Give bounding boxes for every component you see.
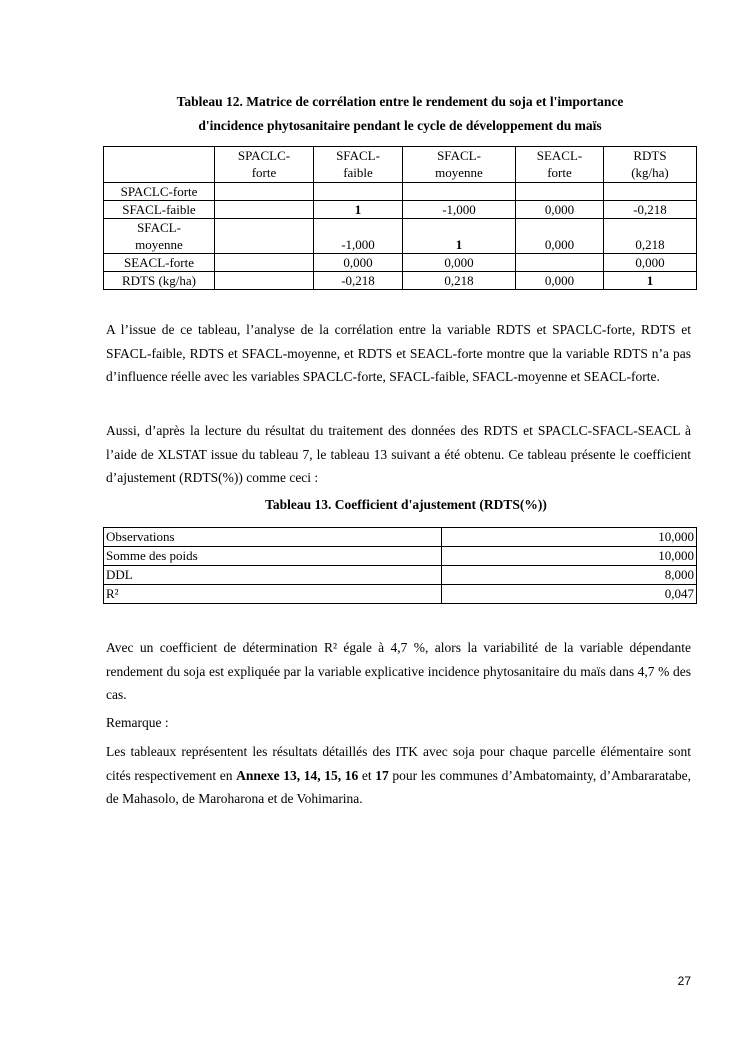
row-label: SPACLC-forte bbox=[104, 183, 215, 201]
table-cell: 0,000 bbox=[516, 201, 604, 219]
header-cell: SEACL- forte bbox=[516, 147, 604, 183]
table12-caption-line2: d'incidence phytosanitaire pendant le cycle de développement du maïs bbox=[198, 118, 602, 133]
table-cell: -1,000 bbox=[314, 219, 403, 254]
header-cell: RDTS (kg/ha) bbox=[604, 147, 697, 183]
table-cell: 0,047 bbox=[442, 585, 697, 604]
fit-coefficient-table bbox=[103, 527, 697, 604]
page-number: 27 bbox=[677, 974, 691, 988]
table-row bbox=[104, 566, 697, 585]
table-row bbox=[104, 272, 697, 290]
paragraph-xlstat-results: Aussi, d’après la lecture du résultat du traitement des données des RDTS et SPACLC-SFACL-SEACL à l’aide de XLSTAT issue du tableau 7, le tableau 13 suivant a été obtenu. Ce tableau présente le coefficient d’ajustement (RDTS(%)) comme ceci : bbox=[106, 423, 691, 485]
table-cell: 8,000 bbox=[442, 566, 697, 585]
table-cell bbox=[403, 183, 516, 201]
paragraph-annex-reference bbox=[106, 740, 691, 811]
table-cell: -0,218 bbox=[604, 201, 697, 219]
table-cell: 0,218 bbox=[403, 272, 516, 290]
correlation-matrix-table bbox=[103, 146, 697, 290]
table-cell bbox=[215, 201, 314, 219]
table-cell bbox=[314, 183, 403, 201]
table-row bbox=[104, 585, 697, 604]
annex-reference: 17 bbox=[375, 767, 389, 783]
table-cell bbox=[604, 183, 697, 201]
table-row bbox=[104, 183, 697, 201]
row-label: RDTS (kg/ha) bbox=[104, 272, 215, 290]
table-row bbox=[104, 254, 697, 272]
paragraph-remark-heading: Remarque : bbox=[106, 715, 169, 730]
table12-caption bbox=[120, 90, 680, 138]
table-cell: 0,000 bbox=[604, 254, 697, 272]
table-cell: 0,000 bbox=[516, 272, 604, 290]
table-row bbox=[104, 528, 697, 547]
table-cell: 1 bbox=[604, 272, 697, 290]
table-cell: 0,000 bbox=[314, 254, 403, 272]
table12-caption-line1: Tableau 12. Matrice de corrélation entre le rendement du soja et l'importance bbox=[176, 94, 624, 109]
table-header-row bbox=[104, 147, 697, 183]
table-row bbox=[104, 547, 697, 566]
table-cell: 0,000 bbox=[516, 219, 604, 254]
row-label: Observations bbox=[104, 528, 442, 547]
table13-caption: Tableau 13. Coefficient d'ajustement (RDTS(%)) bbox=[265, 497, 547, 512]
table-cell bbox=[215, 254, 314, 272]
annex-reference: Annexe 13, 14, 15, 16 bbox=[236, 767, 359, 783]
table-cell: -1,000 bbox=[403, 201, 516, 219]
text-span: et bbox=[358, 767, 376, 783]
header-cell: SFACL- faible bbox=[314, 147, 403, 183]
header-cell: SPACLC- forte bbox=[215, 147, 314, 183]
row-label: SFACL-faible bbox=[104, 201, 215, 219]
row-label: SFACL- moyenne bbox=[104, 219, 215, 254]
table-row bbox=[104, 201, 697, 219]
header-cell: SFACL- moyenne bbox=[403, 147, 516, 183]
table-cell: 10,000 bbox=[442, 547, 697, 566]
table-cell bbox=[516, 254, 604, 272]
table-cell bbox=[215, 183, 314, 201]
table-cell: 1 bbox=[314, 201, 403, 219]
table-cell: -0,218 bbox=[314, 272, 403, 290]
text-span: Les tableaux représentent les résultats détaillés des ITK avec soja pour chaque parcelle élémentaire sont cités respectivement en bbox=[106, 744, 691, 783]
text-span: pour les communes d’Ambatomainty, d’Ambararatabe, de Mahasolo, de Maroharona et de Vohimarina. bbox=[106, 767, 692, 806]
table-cell: 10,000 bbox=[442, 528, 697, 547]
row-label: Somme des poids bbox=[104, 547, 442, 566]
table-cell: 0,000 bbox=[403, 254, 516, 272]
row-label: R² bbox=[104, 585, 442, 604]
table-cell bbox=[215, 219, 314, 254]
paragraph-determination-coefficient: Avec un coefficient de détermination R² égale à 4,7 %, alors la variabilité de la variable dépendante rendement du soja est expliquée par la variable explicative incidence phytosanitaire du maïs dans 4,7 % des cas. bbox=[106, 640, 691, 702]
row-label: SEACL-forte bbox=[104, 254, 215, 272]
table-cell: 0,218 bbox=[604, 219, 697, 254]
table-cell: 1 bbox=[403, 219, 516, 254]
header-cell bbox=[104, 147, 215, 183]
table-row bbox=[104, 219, 697, 254]
table-cell bbox=[516, 183, 604, 201]
table-cell bbox=[215, 272, 314, 290]
row-label: DDL bbox=[104, 566, 442, 585]
paragraph-correlation-analysis: A l’issue de ce tableau, l’analyse de la corrélation entre la variable RDTS et SPACLC-forte, RDTS et SFACL-faible, RDTS et SFACL-moyenne, et RDTS et SEACL-forte montre que la variable RDTS n’a pas d’influence réelle avec les variables SPACLC-forte, SFACL-faible, SFACL-moyenne et SEACL-forte. bbox=[106, 322, 691, 384]
